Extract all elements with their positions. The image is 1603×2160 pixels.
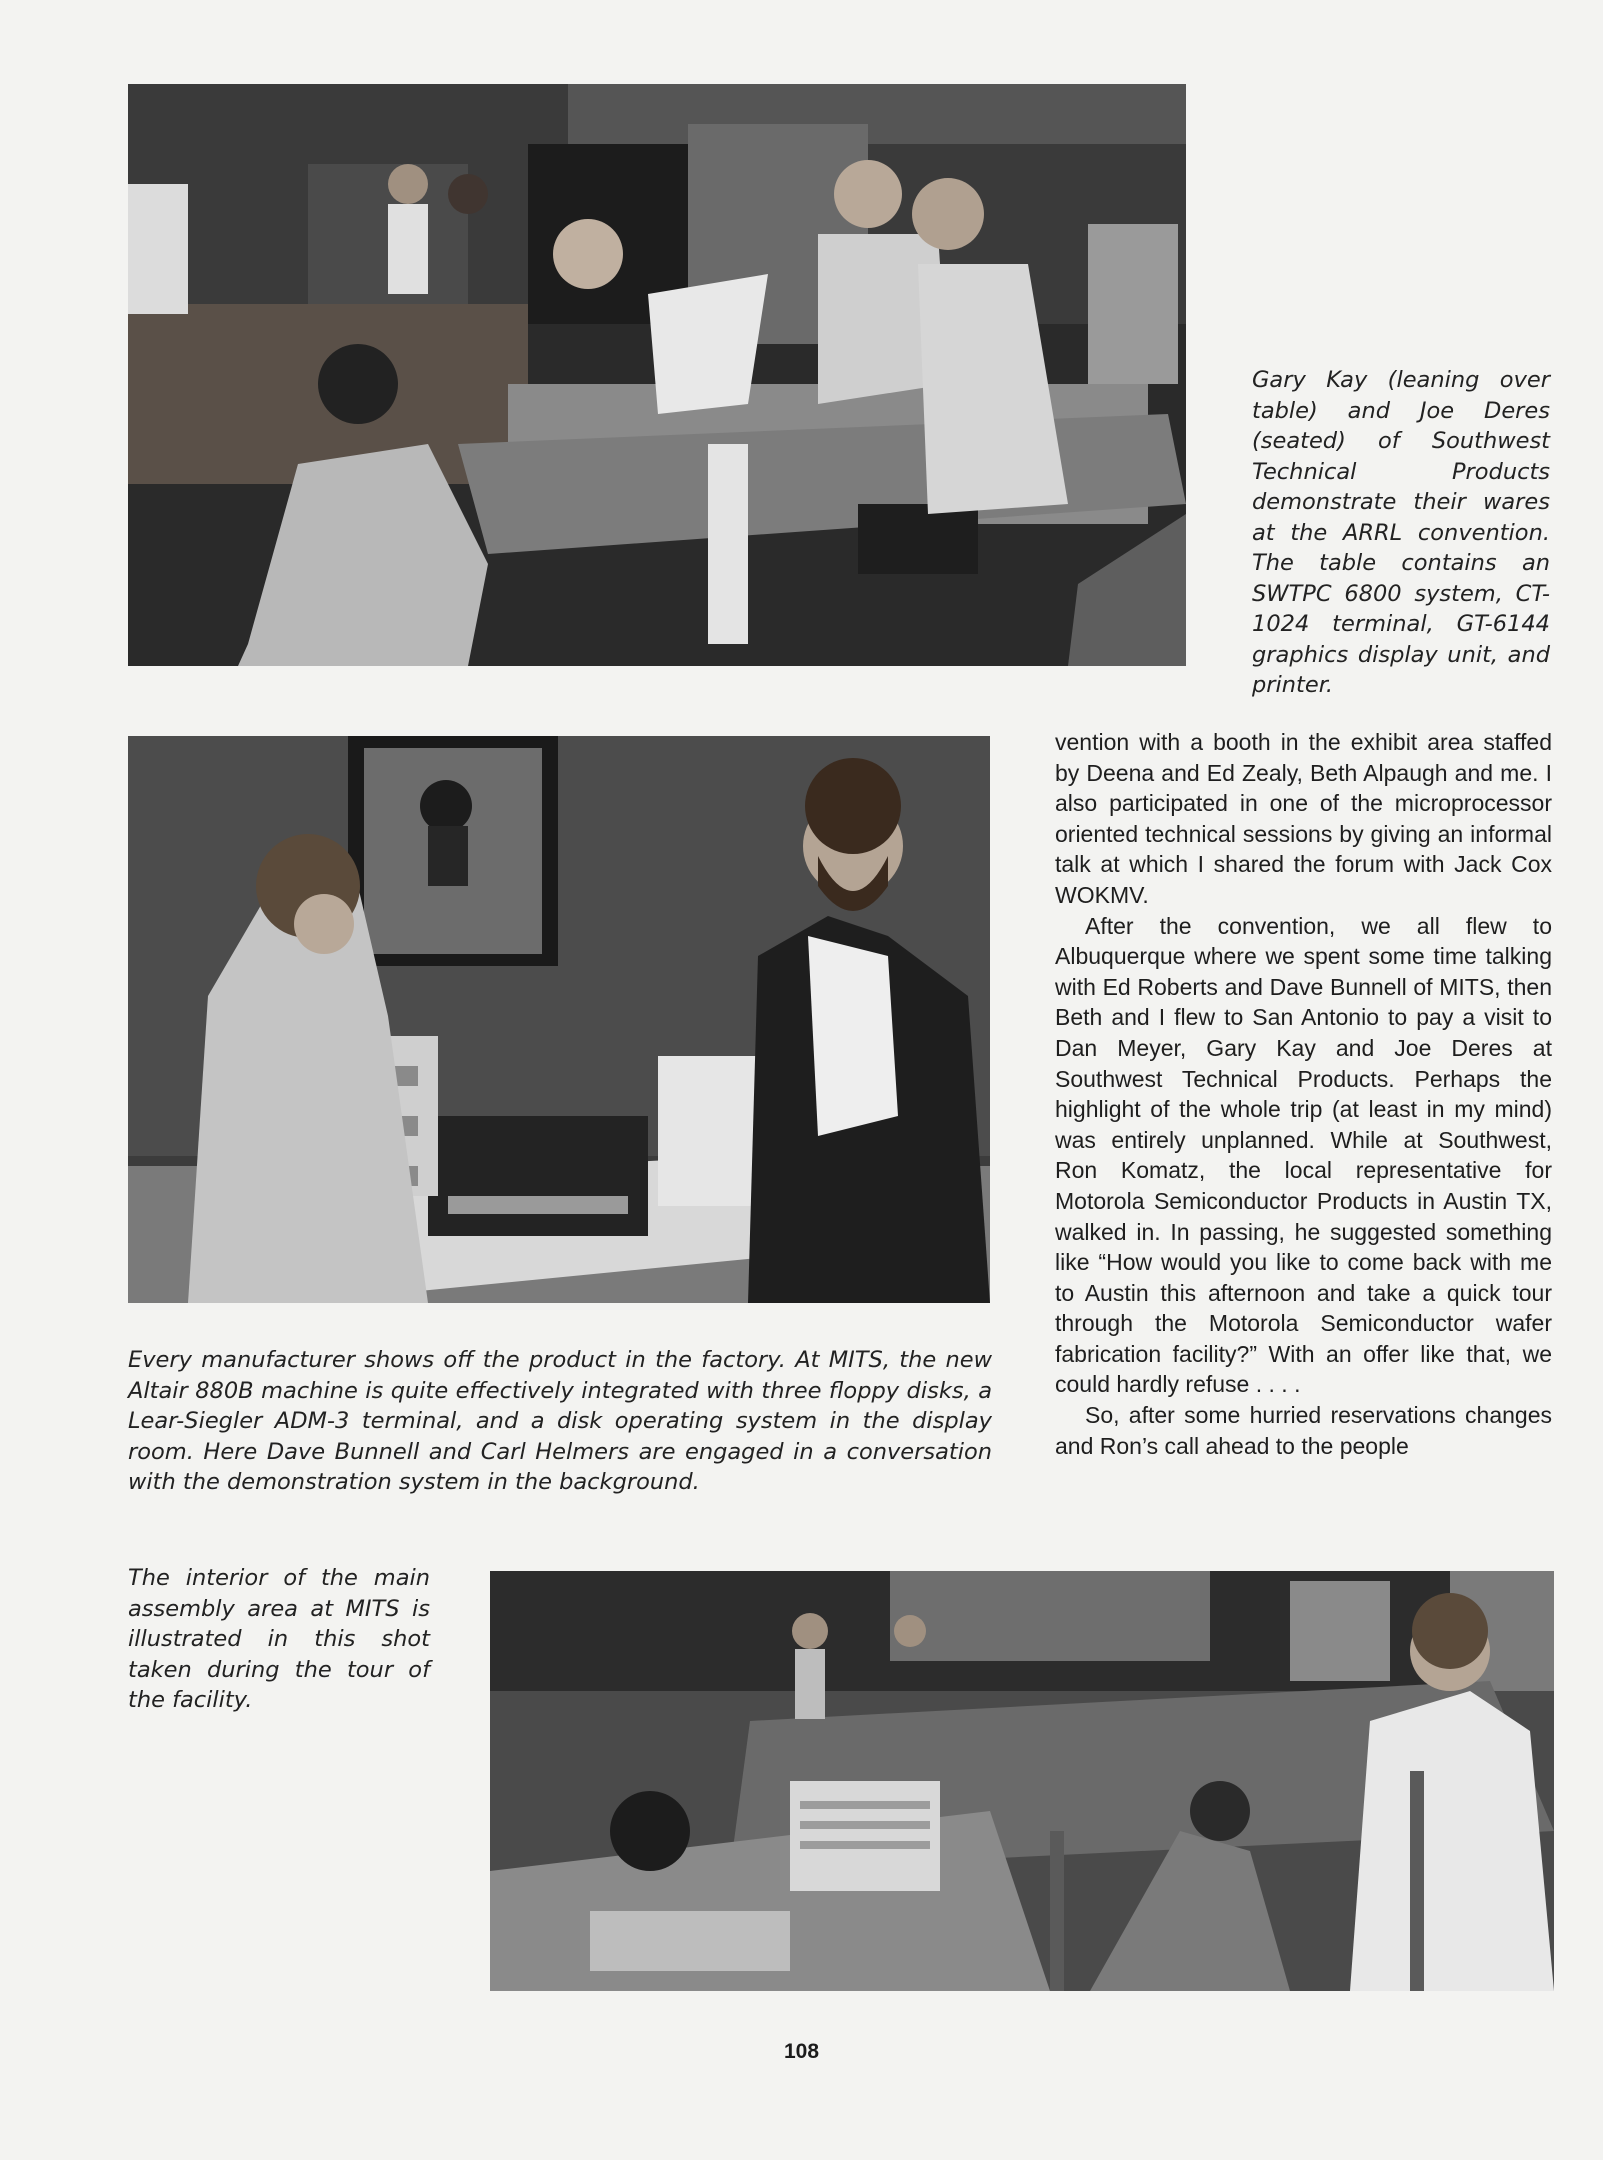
article-paragraph: So, after some hurried reservations changes and Ron’s call ahead to the people: [1055, 1402, 1552, 1459]
photo-arrl-illustration: [128, 84, 1186, 666]
photo-mits-assembly-area: [490, 1571, 1554, 1991]
caption-mits-display-room: Every manufacturer shows off the product in the factory. At MITS, the new Altair 880B machine is quite effectively integrated with three floppy disks, a Lear-Siegler ADM-3 terminal, and a disk operating system in the display room. Here Dave Bunnell and Carl Helmers are engaged in a conversation with the demonstration system in the background.: [128, 1347, 992, 1495]
page-number: 108: [783, 2040, 820, 2063]
caption-mits-assembly-area: The interior of the main assembly area at MITS is illustrated in this shot taken during the tour of the facility.: [128, 1565, 430, 1713]
photo-arrl-convention-booth: [128, 84, 1186, 666]
photo-mits-display-room: [128, 736, 990, 1303]
caption-arrl-convention: Gary Kay (leaning over table) and Joe Deres (seated) of Southwest Technical Products demonstrate their wares at the ARRL convention. The table contains an SWTPC 6800 system, CT-1024 terminal, GT-6144 graphics display unit, and printer.: [1252, 367, 1550, 698]
photo-mits-illustration: [128, 736, 990, 1303]
photo-assembly-illustration: [490, 1571, 1554, 1991]
article-paragraph: vention with a booth in the exhibit area staffed by Deena and Ed Zealy, Beth Alpaugh and me. I also participated in one of the microprocessor oriented technical sessions by giving an informal talk at which I shared the forum with Jack Cox WOKMV.: [1055, 729, 1552, 908]
article-body: [1055, 727, 1552, 1461]
article-paragraph: After the convention, we all flew to Albuquerque where we spent some time talking with Ed Roberts and Dave Bunnell of MITS, then Beth and I flew to San Antonio to pay a visit to Dan Meyer, Gary Kay and Joe Deres at Southwest Technical Products. Perhaps the highlight of the whole trip (at least in my mind) was entirely unplanned. While at Southwest, Ron Komatz, the local representative for Motorola Semiconductor Products in Austin TX, walked in. In passing, he suggested something like “How would you like to come back with me to Austin this afternoon and take a quick tour through the Motorola Semiconductor wafer fabrication facility?” With an offer like that, we could hardly refuse . . . .: [1055, 912, 1552, 1398]
